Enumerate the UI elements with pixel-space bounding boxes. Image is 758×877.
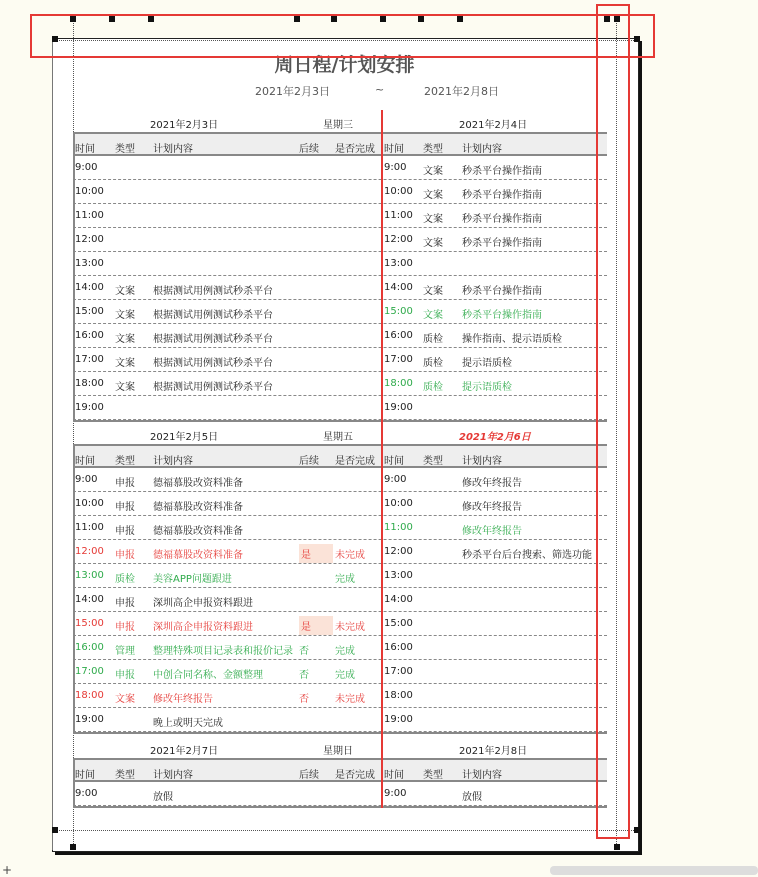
cell-right-plan: 修改年终报告 (462, 526, 522, 537)
schedule-section (73, 110, 607, 420)
header-follow: 后续 (299, 770, 319, 781)
left-date: 2021年2月5日 (150, 432, 219, 443)
handle-left-bottom[interactable] (52, 827, 58, 833)
cell-right-time: 18:00 (384, 378, 413, 389)
header-right-type: 类型 (423, 144, 443, 155)
cell-right-time: 17:00 (384, 666, 413, 677)
header-plan: 计划内容 (153, 456, 193, 467)
cell-time: 14:00 (75, 594, 104, 605)
schedule-section (73, 736, 607, 806)
cell-done: 未完成 (335, 694, 365, 705)
cell-follow: 否 (299, 646, 309, 657)
column-header-row (73, 758, 607, 782)
cell-follow: 是 (299, 544, 333, 563)
left-date: 2021年2月7日 (150, 746, 219, 757)
cell-right-type: 质检 (423, 382, 443, 393)
column-header-row (73, 444, 607, 468)
cell-type: 质检 (115, 574, 135, 585)
cell-time: 16:00 (75, 330, 104, 341)
header-type: 类型 (115, 770, 135, 781)
cell-type: 申报 (115, 526, 135, 537)
horizontal-scrollbar[interactable] (550, 866, 758, 875)
range-separator: ~ (375, 83, 385, 96)
header-time: 时间 (75, 456, 95, 467)
cell-plan: 修改年终报告 (153, 694, 213, 705)
header-done: 是否完成 (335, 770, 375, 781)
table-row[interactable] (73, 228, 607, 252)
table-row[interactable] (73, 540, 607, 564)
cell-type: 文案 (115, 286, 135, 297)
cell-time: 9:00 (75, 788, 98, 799)
right-date: 2021年2月8日 (459, 746, 528, 757)
header-right-time: 时间 (384, 144, 404, 155)
cell-right-type: 文案 (423, 310, 443, 321)
cell-right-time: 15:00 (384, 306, 413, 317)
table-row[interactable] (73, 372, 607, 396)
header-follow: 后续 (299, 144, 319, 155)
header-done: 是否完成 (335, 144, 375, 155)
cell-follow: 是 (299, 616, 333, 635)
header-time: 时间 (75, 144, 95, 155)
table-row[interactable] (73, 684, 607, 708)
cell-right-time: 14:00 (384, 282, 413, 293)
cell-time: 14:00 (75, 282, 104, 293)
right-date: 2021年2月6日 (459, 432, 531, 443)
cell-done: 完成 (335, 670, 355, 681)
table-row[interactable] (73, 468, 607, 492)
cell-time: 16:00 (75, 642, 104, 653)
cell-right-time: 9:00 (384, 162, 407, 173)
table-row[interactable] (73, 348, 607, 372)
cell-time: 10:00 (75, 186, 104, 197)
cell-time: 15:00 (75, 618, 104, 629)
cell-right-time: 9:00 (384, 474, 407, 485)
cell-right-plan: 秒杀平台操作指南 (462, 214, 542, 225)
cell-time: 13:00 (75, 570, 104, 581)
cell-right-time: 19:00 (384, 402, 413, 413)
plus-icon: + (2, 863, 13, 877)
table-row[interactable] (73, 276, 607, 300)
cell-done: 未完成 (335, 550, 365, 561)
cell-time: 19:00 (75, 402, 104, 413)
cell-type: 文案 (115, 358, 135, 369)
cell-time: 12:00 (75, 234, 104, 245)
table-row[interactable] (73, 612, 607, 636)
outer-frame-line (52, 38, 53, 850)
cell-plan: 德福慕股改资料准备 (153, 550, 243, 561)
table-row[interactable] (73, 324, 607, 348)
cell-right-plan: 提示语质检 (462, 382, 512, 393)
cell-type: 管理 (115, 646, 135, 657)
cell-right-plan: 放假 (462, 792, 482, 803)
cell-right-type: 文案 (423, 286, 443, 297)
table-row[interactable] (73, 782, 607, 806)
cell-time: 18:00 (75, 690, 104, 701)
table-row[interactable] (73, 660, 607, 684)
cell-plan: 放假 (153, 792, 173, 803)
table-row[interactable] (73, 636, 607, 660)
table-row[interactable] (73, 564, 607, 588)
table-bottom-border (73, 732, 607, 734)
cell-right-plan: 操作指南、提示语质检 (462, 334, 562, 345)
cell-right-time: 12:00 (384, 546, 413, 557)
cell-right-plan: 秒杀平台后台搜索、筛选功能 (462, 550, 592, 561)
header-time: 时间 (75, 770, 95, 781)
cell-right-type: 质检 (423, 334, 443, 345)
cell-type: 申报 (115, 502, 135, 513)
top-ruler (0, 0, 758, 12)
cell-right-time: 19:00 (384, 714, 413, 725)
cell-type: 申报 (115, 550, 135, 561)
table-row[interactable] (73, 156, 607, 180)
header-type: 类型 (115, 144, 135, 155)
header-right-time: 时间 (384, 456, 404, 467)
cell-right-plan: 秒杀平台操作指南 (462, 190, 542, 201)
table-left-border (73, 758, 77, 806)
cell-right-time: 11:00 (384, 210, 413, 221)
handle-right-bottom[interactable] (634, 827, 640, 833)
cell-right-time: 13:00 (384, 258, 413, 269)
table-row[interactable] (73, 204, 607, 228)
cell-plan: 深圳高企申报资料跟进 (153, 622, 253, 633)
table-row[interactable] (73, 300, 607, 324)
cell-plan: 根据测试用例测试秒杀平台 (153, 310, 273, 321)
handle-bottom-2[interactable] (614, 844, 620, 850)
selection-box-right (596, 4, 630, 839)
cell-right-time: 16:00 (384, 330, 413, 341)
cell-time: 13:00 (75, 258, 104, 269)
cell-type: 文案 (115, 334, 135, 345)
cell-plan: 美容APP问题跟进 (153, 574, 232, 585)
table-row[interactable] (73, 588, 607, 612)
header-right-plan: 计划内容 (462, 456, 502, 467)
cell-type: 申报 (115, 478, 135, 489)
cell-plan: 德福慕股改资料准备 (153, 502, 243, 513)
right-date: 2021年2月4日 (459, 120, 528, 131)
header-right-plan: 计划内容 (462, 144, 502, 155)
cell-type: 文案 (115, 310, 135, 321)
cell-type: 申报 (115, 670, 135, 681)
cell-time: 15:00 (75, 306, 104, 317)
header-done: 是否完成 (335, 456, 375, 467)
table-row[interactable] (73, 180, 607, 204)
section-date-header (73, 422, 607, 444)
cell-type: 申报 (115, 598, 135, 609)
page-title: 周日程/计划安排 (274, 54, 415, 76)
cell-right-plan: 秒杀平台操作指南 (462, 310, 542, 321)
cell-time: 17:00 (75, 666, 104, 677)
selection-box-top (30, 14, 655, 58)
cell-type: 文案 (115, 382, 135, 393)
header-right-type: 类型 (423, 456, 443, 467)
cell-done: 完成 (335, 574, 355, 585)
range-start: 2021年2月3日 (255, 85, 330, 98)
split-line[interactable] (381, 110, 383, 808)
table-left-border (73, 444, 77, 732)
cell-plan: 整理特殊项目记录表和报价记录 (153, 646, 293, 657)
cell-right-time: 10:00 (384, 498, 413, 509)
header-type: 类型 (115, 456, 135, 467)
margin-guide-bottom (56, 830, 638, 831)
cell-right-plan: 秒杀平台操作指南 (462, 166, 542, 177)
cell-time: 19:00 (75, 714, 104, 725)
cell-right-time: 15:00 (384, 618, 413, 629)
weekday: 星期日 (323, 746, 353, 757)
cell-right-time: 13:00 (384, 570, 413, 581)
cell-plan: 根据测试用例测试秒杀平台 (153, 286, 273, 297)
cell-type: 文案 (115, 694, 135, 705)
header-right-plan: 计划内容 (462, 770, 502, 781)
table-bottom-border (73, 806, 607, 808)
table-row[interactable] (73, 516, 607, 540)
cell-plan: 晚上或明天完成 (153, 718, 223, 729)
table-row[interactable] (73, 492, 607, 516)
cell-right-time: 14:00 (384, 594, 413, 605)
column-header-row (73, 132, 607, 156)
table-row[interactable] (73, 396, 607, 420)
cell-time: 9:00 (75, 162, 98, 173)
cell-plan: 德福慕股改资料准备 (153, 526, 243, 537)
cell-time: 12:00 (75, 546, 104, 557)
cell-right-plan: 秒杀平台操作指南 (462, 238, 542, 249)
section-date-header (73, 110, 607, 132)
cell-right-plan: 秒杀平台操作指南 (462, 286, 542, 297)
cell-plan: 中创合同名称、金额整理 (153, 670, 263, 681)
cell-time: 10:00 (75, 498, 104, 509)
section-date-header (73, 736, 607, 758)
cell-done: 未完成 (335, 622, 365, 633)
cell-right-plan: 提示语质检 (462, 358, 512, 369)
table-row[interactable] (73, 708, 607, 732)
cell-type: 申报 (115, 622, 135, 633)
table-left-border (73, 132, 77, 420)
cell-time: 18:00 (75, 378, 104, 389)
cell-right-time: 18:00 (384, 690, 413, 701)
cell-plan: 根据测试用例测试秒杀平台 (153, 334, 273, 345)
cell-right-type: 文案 (423, 238, 443, 249)
cell-right-type: 文案 (423, 190, 443, 201)
cell-time: 9:00 (75, 474, 98, 485)
cell-plan: 深圳高企申报资料跟进 (153, 598, 253, 609)
cell-right-plan: 修改年终报告 (462, 502, 522, 513)
cell-plan: 德福慕股改资料准备 (153, 478, 243, 489)
cell-right-time: 10:00 (384, 186, 413, 197)
cell-right-type: 文案 (423, 166, 443, 177)
cell-right-type: 质检 (423, 358, 443, 369)
cell-plan: 根据测试用例测试秒杀平台 (153, 358, 273, 369)
cell-right-time: 16:00 (384, 642, 413, 653)
cell-right-time: 12:00 (384, 234, 413, 245)
cell-done: 完成 (335, 646, 355, 657)
handle-bottom-1[interactable] (70, 844, 76, 850)
header-plan: 计划内容 (153, 144, 193, 155)
header-follow: 后续 (299, 456, 319, 467)
cell-right-type: 文案 (423, 214, 443, 225)
weekday: 星期五 (323, 432, 353, 443)
header-right-type: 类型 (423, 770, 443, 781)
cell-right-time: 11:00 (384, 522, 413, 533)
weekday: 星期三 (323, 120, 353, 131)
left-date: 2021年2月3日 (150, 120, 219, 131)
range-end: 2021年2月8日 (424, 85, 499, 98)
header-plan: 计划内容 (153, 770, 193, 781)
cell-time: 11:00 (75, 522, 104, 533)
table-row[interactable] (73, 252, 607, 276)
cell-follow: 否 (299, 670, 309, 681)
cell-right-time: 17:00 (384, 354, 413, 365)
header-right-time: 时间 (384, 770, 404, 781)
cell-plan: 根据测试用例测试秒杀平台 (153, 382, 273, 393)
cell-right-time: 9:00 (384, 788, 407, 799)
schedule-section (73, 422, 607, 732)
cell-right-plan: 修改年终报告 (462, 478, 522, 489)
cell-time: 11:00 (75, 210, 104, 221)
cell-time: 17:00 (75, 354, 104, 365)
cell-follow: 否 (299, 694, 309, 705)
